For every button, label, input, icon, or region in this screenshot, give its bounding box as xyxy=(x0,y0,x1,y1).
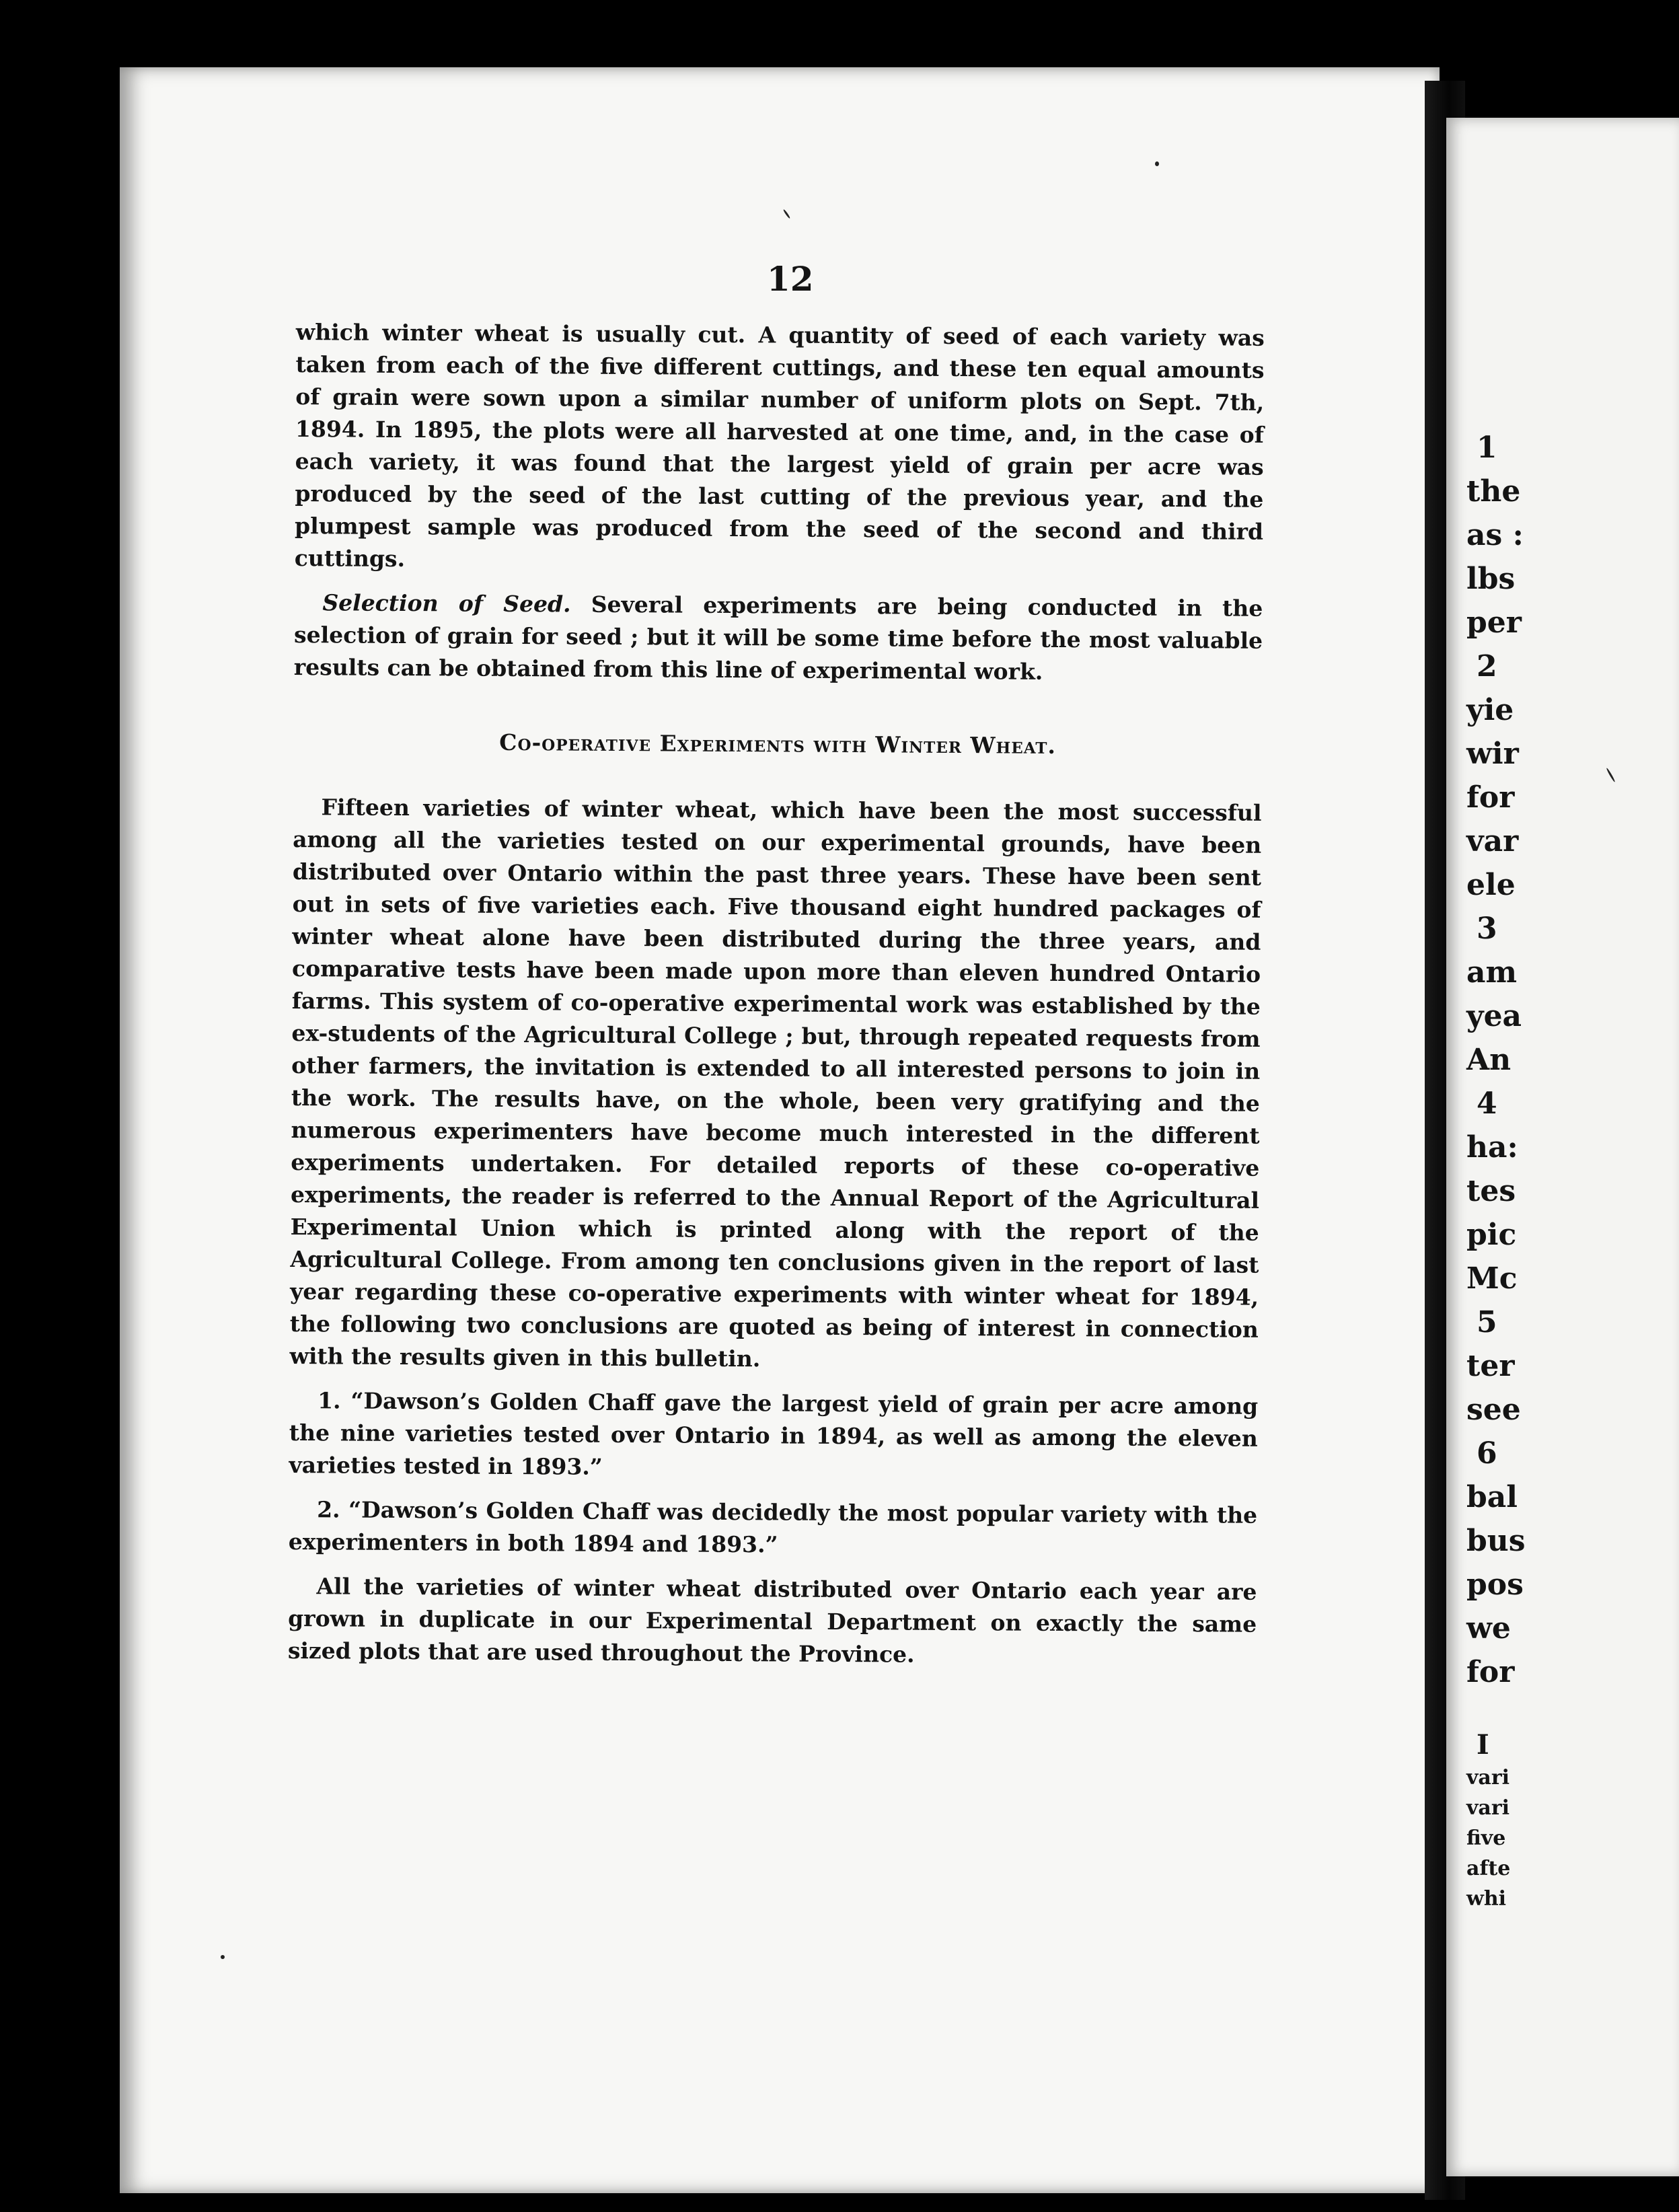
right-page-fragment: 4 xyxy=(1477,1086,1497,1121)
right-page-fragment: yea xyxy=(1466,999,1522,1033)
paragraph-cooperative-experiments: Fifteen varieties of winter wheat, which have been the most successful among all the varieties tested on our experimental grounds, have been distributed over Ontario within the past three years. These have been sent out in sets of five varieties each. Five thousand eight hundred packages of winter wheat alone have been distributed during the three years, and comparative tests have been made upon more than eleven hundred Ontario farms. This system of co-operative experimental work was established by the ex-students of the Agricultural College ; but, through repeated requests from other farmers, the invitation is extended to all interested persons to join in the work. The results have, on the whole, been very gratifying and the numerous experimenters have become much interested in the different experiments undertaken. For detailed reports of these co-operative experiments, the reader is referred to the Annual Report of the Agricultural Experimental Union which is printed along with the report of the Agricultural College. From among ten conclusions given in the report of last year regarding these co-operative experiments with winter wheat for 1894, the following two conclusions are quoted as being of interest in connection with the results given in this bulletin. xyxy=(289,794,1262,1372)
selection-of-seed-body: Several experiments are being conducted in the selection of grain for seed ; but it will be some time before the most valuable results can be obtained from this line of experimental work. xyxy=(293,591,1263,685)
right-page-fragment: whi xyxy=(1466,1887,1507,1911)
right-page-fragment: for xyxy=(1466,780,1515,815)
section-heading: Co-operative Experiments with Winter Wheat. xyxy=(499,729,1057,759)
right-page-fragment: five xyxy=(1466,1827,1506,1850)
right-page-fragment: 6 xyxy=(1477,1436,1497,1471)
right-page-fragment: pic xyxy=(1466,1218,1517,1252)
right-page-fragment: ele xyxy=(1466,868,1516,902)
right-page-fragment: bus xyxy=(1466,1524,1526,1558)
right-page-fragment: An xyxy=(1466,1043,1512,1077)
right-page-fragment: 1 xyxy=(1477,431,1497,465)
body-text xyxy=(288,316,1265,1685)
right-page-fragment: wir xyxy=(1466,737,1519,771)
right-page-fragment: I xyxy=(1477,1729,1489,1761)
right-page-fragment: for xyxy=(1466,1655,1515,1689)
right-page-fragment: var xyxy=(1466,824,1519,858)
right-page-fragment: we xyxy=(1466,1611,1511,1646)
right-page-fragment: 5 xyxy=(1477,1305,1497,1339)
scan-speck xyxy=(221,1955,225,1959)
right-page-fragment: yie xyxy=(1466,693,1514,727)
scan-speck xyxy=(1155,161,1159,166)
paragraph-cutting-results: which winter wheat is usually cut. A quantity of seed of each variety was taken from each of the five different cuttings, and these ten equal amounts of grain were sown upon a similar number of uniform plots on Sept. 7th, 1894. In 1895, the plots were all harvested at one time, and, in the case of each variety, it was found that the largest yield of grain per acre was produced by the seed of the last cutting of the previous year, and the plumpest sample was produced from the seed of the second and third cuttings. xyxy=(294,318,1265,572)
paragraph-selection-of-seed xyxy=(294,587,1263,690)
paragraph-conclusion-1: 1. “Dawson’s Golden Chaff gave the largest yield of grain per acre among the nine varieties tested over Ontario in 1894, as well as among the eleven varieties tested in 1893.” xyxy=(289,1387,1259,1480)
right-page-fragment: per xyxy=(1466,605,1522,640)
right-page-fragment: Mc xyxy=(1466,1261,1518,1296)
paragraph-duplicate-plots: All the varieties of winter wheat distributed over Ontario each year are grown in duplicate in our Experimental Department on exactly the same sized plots that are used throughout the Province. xyxy=(287,1573,1257,1668)
right-page-fragment: vari xyxy=(1466,1796,1510,1820)
right-page-fragment: vari xyxy=(1466,1766,1510,1790)
right-page-fragment: afte xyxy=(1466,1857,1511,1880)
right-page-fragment: see xyxy=(1466,1393,1521,1427)
right-page-fragment: bal xyxy=(1466,1480,1518,1514)
page-number: 12 xyxy=(767,259,814,299)
right-page-fragment: 3 xyxy=(1477,912,1497,946)
right-page-fragment: 2 xyxy=(1477,649,1497,684)
selection-of-seed-lead: Selection of Seed. xyxy=(322,589,571,618)
right-page-fragment: as : xyxy=(1466,518,1524,552)
right-page-fragment: ter xyxy=(1466,1349,1515,1383)
right-page-fragment: the xyxy=(1466,474,1521,509)
right-page-fragment: pos xyxy=(1466,1568,1524,1602)
paragraph-conclusion-2: 2. “Dawson’s Golden Chaff was decidedly the most popular variety with the experimenters in both 1894 and 1893.” xyxy=(288,1496,1258,1558)
right-page-fragment: tes xyxy=(1466,1174,1516,1208)
right-page-fragment: ha: xyxy=(1466,1130,1518,1165)
right-page-fragment: lbs xyxy=(1466,562,1516,596)
right-page-fragment: am xyxy=(1466,955,1518,990)
